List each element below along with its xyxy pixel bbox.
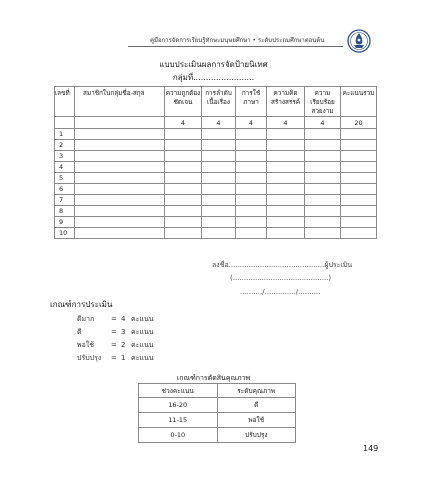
table-row — [55, 195, 377, 206]
quality-row — [139, 413, 296, 428]
score-cell — [267, 151, 305, 162]
score-cell — [236, 206, 267, 217]
table-header-row — [55, 87, 377, 117]
criteria-unit: คะแนน — [131, 341, 154, 349]
score-cell — [165, 228, 202, 239]
score-cell — [236, 184, 267, 195]
column-header: การลำดับเนื้อเรื่อง — [202, 87, 236, 117]
score-cell — [165, 129, 202, 140]
school-emblem-icon — [347, 29, 371, 53]
header-divider — [128, 46, 343, 47]
score-cell — [236, 195, 267, 206]
score-cell — [202, 140, 236, 151]
score-cell — [165, 173, 202, 184]
criteria-equals: = — [111, 341, 117, 349]
score-cell — [341, 228, 377, 239]
score-cell — [267, 162, 305, 173]
quality-title: เกณฑ์การตัดสินคุณภาพ — [176, 374, 251, 382]
criteria-label: ดี — [77, 328, 82, 336]
criteria-score: 3 — [121, 328, 126, 336]
score-cell — [75, 162, 165, 173]
row-number: 5 — [55, 173, 75, 184]
score-cell — [305, 140, 341, 151]
score-cell — [267, 129, 305, 140]
criteria-unit: คะแนน — [131, 315, 154, 323]
quality-header-row — [139, 384, 296, 398]
quality-level: ปรับปรุง — [217, 428, 296, 443]
row-number: 1 — [55, 129, 75, 140]
score-cell — [165, 184, 202, 195]
score-cell — [75, 228, 165, 239]
row-number: 3 — [55, 151, 75, 162]
score-cell — [202, 184, 236, 195]
score-cell — [305, 129, 341, 140]
score-cell — [236, 140, 267, 151]
table-row — [55, 140, 377, 151]
score-cell — [202, 217, 236, 228]
table-row — [55, 206, 377, 217]
score-cell — [267, 184, 305, 195]
signature-name-line: (...........................................) — [230, 274, 332, 282]
max-score-cell: 20 — [341, 117, 377, 129]
table-row — [55, 129, 377, 140]
quality-range: 11-15 — [139, 413, 218, 428]
score-cell — [305, 184, 341, 195]
row-number: 7 — [55, 195, 75, 206]
table-row — [55, 228, 377, 239]
score-cell — [341, 162, 377, 173]
column-header: ความคิดสร้างสรรค์ — [267, 87, 305, 117]
score-cell — [75, 129, 165, 140]
score-cell — [267, 217, 305, 228]
max-score-cell: 4 — [267, 117, 305, 129]
quality-level: พอใช้ — [217, 413, 296, 428]
score-cell — [202, 129, 236, 140]
column-header: สมาชิกในกลุ่มชื่อ-สกุล — [75, 87, 165, 117]
criteria-unit: คะแนน — [131, 354, 154, 362]
score-cell — [267, 195, 305, 206]
criteria-score: 4 — [121, 315, 126, 323]
score-cell — [305, 195, 341, 206]
row-number: 2 — [55, 140, 75, 151]
column-header: เลขที่ — [55, 87, 75, 117]
row-number: 9 — [55, 217, 75, 228]
score-cell — [165, 206, 202, 217]
criteria-equals: = — [111, 328, 117, 336]
form-title: แบบประเมินผลการจัดป้ายนิเทศ — [159, 60, 268, 69]
signature-line: ลงชื่อ...........................................ผู้ประเมิน — [212, 261, 353, 269]
criteria-equals: = — [111, 315, 117, 323]
criteria-label: พอใช้ — [77, 341, 94, 349]
criteria-title: เกณฑ์การประเมิน — [50, 300, 113, 309]
score-cell — [202, 151, 236, 162]
column-header: ความเรียบร้อยสวยงาม — [305, 87, 341, 117]
criteria-equals: = — [111, 354, 117, 362]
max-score-cell: 4 — [236, 117, 267, 129]
score-cell — [165, 162, 202, 173]
score-cell — [75, 151, 165, 162]
table-row — [55, 184, 377, 195]
score-cell — [305, 162, 341, 173]
score-cell — [75, 195, 165, 206]
criteria-score: 1 — [121, 354, 126, 362]
score-cell — [236, 129, 267, 140]
table-row — [55, 151, 377, 162]
score-cell — [341, 195, 377, 206]
score-cell — [202, 173, 236, 184]
score-cell — [236, 173, 267, 184]
quality-header: ช่วงคะแนน — [139, 384, 218, 398]
score-cell — [165, 140, 202, 151]
group-line: กลุ่มที่........................ — [172, 73, 255, 82]
max-score-cell: 4 — [305, 117, 341, 129]
row-number: 8 — [55, 206, 75, 217]
score-cell — [267, 228, 305, 239]
score-cell — [75, 140, 165, 151]
table-row — [55, 217, 377, 228]
page-number: 149 — [363, 444, 379, 453]
max-score-cell — [55, 117, 75, 129]
table-row — [55, 162, 377, 173]
score-cell — [236, 228, 267, 239]
evaluation-table — [54, 86, 377, 239]
score-cell — [236, 162, 267, 173]
quality-range: 16-20 — [139, 398, 218, 413]
column-header: ความถูกต้องชัดเจน — [165, 87, 202, 117]
criteria-item — [77, 314, 154, 325]
score-cell — [341, 206, 377, 217]
signature-date-line: ........../............../.......... — [240, 288, 321, 296]
score-cell — [341, 129, 377, 140]
max-score-cell: 4 — [202, 117, 236, 129]
score-cell — [75, 184, 165, 195]
score-cell — [341, 151, 377, 162]
score-cell — [305, 173, 341, 184]
max-score-cell: 4 — [165, 117, 202, 129]
column-header: คะแนนรวม — [341, 87, 377, 117]
quality-table — [138, 383, 296, 443]
page-header — [0, 10, 427, 50]
score-cell — [341, 184, 377, 195]
score-cell — [267, 140, 305, 151]
score-cell — [267, 173, 305, 184]
quality-row — [139, 398, 296, 413]
score-cell — [305, 206, 341, 217]
score-cell — [75, 173, 165, 184]
score-cell — [202, 228, 236, 239]
criteria-unit: คะแนน — [131, 328, 154, 336]
max-score-row — [55, 117, 377, 129]
criteria-label: ดีมาก — [77, 315, 95, 323]
score-cell — [267, 206, 305, 217]
score-cell — [341, 173, 377, 184]
score-cell — [341, 140, 377, 151]
score-cell — [305, 228, 341, 239]
column-header: การใช้ภาษา — [236, 87, 267, 117]
score-cell — [202, 195, 236, 206]
max-score-cell — [75, 117, 165, 129]
score-cell — [165, 217, 202, 228]
quality-range: 0-10 — [139, 428, 218, 443]
score-cell — [165, 195, 202, 206]
score-cell — [305, 151, 341, 162]
score-cell — [236, 217, 267, 228]
score-cell — [75, 206, 165, 217]
row-number: 4 — [55, 162, 75, 173]
score-cell — [202, 206, 236, 217]
score-cell — [75, 217, 165, 228]
row-number: 6 — [55, 184, 75, 195]
criteria-score: 2 — [121, 341, 126, 349]
quality-row — [139, 428, 296, 443]
score-cell — [341, 217, 377, 228]
score-cell — [165, 151, 202, 162]
score-cell — [305, 217, 341, 228]
score-cell — [236, 151, 267, 162]
criteria-label: ปรับปรุง — [77, 354, 102, 362]
criteria-item — [77, 353, 154, 364]
criteria-item — [77, 340, 154, 351]
table-row — [55, 173, 377, 184]
quality-level: ดี — [217, 398, 296, 413]
quality-header: ระดับคุณภาพ — [217, 384, 296, 398]
row-number: 10 — [55, 228, 75, 239]
header-text: คู่มือการจัดการเรียนรู้ทักษะมนุษยศึกษา • ระดับประถมศึกษาตอนต้น — [150, 37, 325, 44]
criteria-item — [77, 327, 154, 338]
score-cell — [202, 162, 236, 173]
